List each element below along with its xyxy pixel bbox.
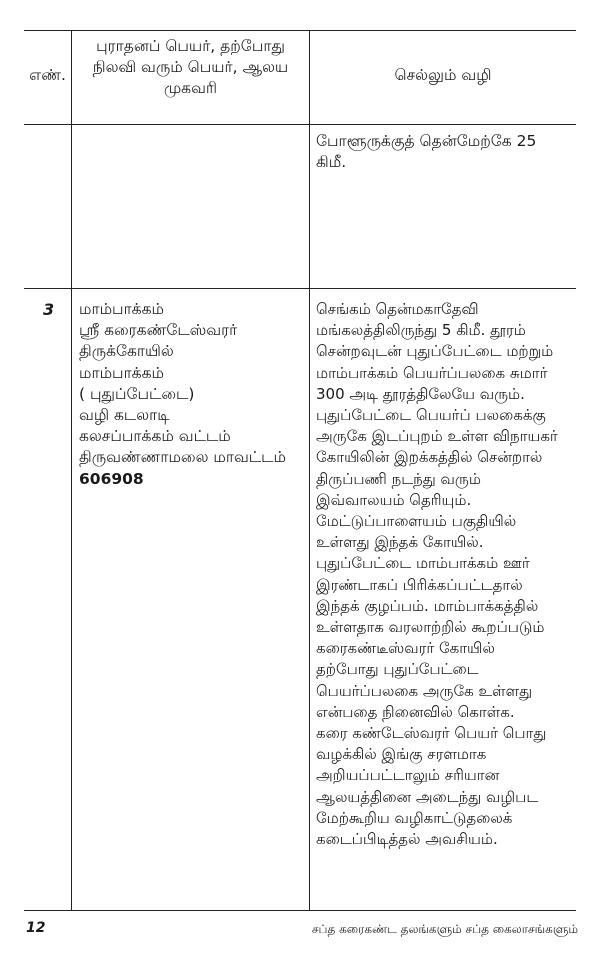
route-line: கோயிலின் இறக்கத்தில் சென்றால் — [316, 448, 543, 467]
route-line: கரை கண்டேஸ்வரர் பெயர் பொது — [316, 724, 547, 743]
route-line: இவ்வாலயம் தெரியும். — [316, 490, 472, 509]
route-line: உள்ளதாக வரலாற்றில் கூறப்படும் — [316, 618, 545, 637]
route-line: புதுப்பேட்டை பெயர்ப் பலகைக்கு — [316, 406, 546, 425]
address-line: வழி கடலாடி — [79, 406, 170, 425]
address-line: மாம்பாக்கம் — [79, 300, 164, 318]
address-line: மாம்பாக்கம் — [79, 363, 164, 382]
route-line: மேட்டுப்பாளையம் பகுதியில் — [316, 512, 517, 531]
book-title: சப்த கரைகண்ட தலங்களும் சப்த கைலாசங்களும் — [311, 922, 578, 936]
route-line: போளூருக்குத் தென்மேற்கே 25 — [316, 132, 537, 150]
route-line: மேற்கூறிய வழிகாட்டுதலைக் — [316, 808, 513, 827]
route-line: மாம்பாக்கம் பெயர்ப்பலகை சுமார் — [316, 363, 548, 382]
route-line: ஆலயத்தினை அடைந்து வழிபட — [316, 787, 539, 806]
address-line: திருவண்ணாமலை மாவட்டம் — [79, 448, 286, 467]
route-line: மங்கலத்திலிருந்து 5 கிமீ. தூரம் — [316, 321, 526, 340]
route-line: 300 அடி தூரத்திலேயே வரும். — [316, 384, 525, 403]
table-bottom-border — [24, 910, 576, 911]
address-line: திருக்கோயில் — [79, 342, 174, 361]
header-name-line: நிலவி வரும் பெயர், ஆலய — [92, 58, 289, 76]
page-number: 12 — [26, 920, 46, 936]
route-line: உள்ளது இந்தக் கோயில். — [316, 533, 484, 552]
column-divider-2 — [309, 30, 310, 910]
header-bottom-border — [24, 124, 576, 125]
route-line: புதுப்பேட்டை மாம்பாக்கம் ஊர் — [316, 554, 530, 573]
route-line: இரண்டாகப் பிரிக்கப்பட்டதால் — [316, 575, 523, 594]
route-line: என்பதை நினைவில் கொள்க. — [316, 702, 515, 721]
row-number: 3 — [43, 300, 55, 319]
header-number: எண். — [29, 66, 66, 84]
route-line: அறியப்பட்டாலும் சரியான — [316, 766, 500, 785]
route-line: கடைப்பிடித்தல் அவசியம். — [316, 830, 498, 849]
address-pincode: 606908 — [79, 469, 144, 488]
route-line: சென்றவுடன் புதுப்பேட்டை மற்றும் — [316, 342, 554, 361]
route-line: கரைகண்டீஸ்வரர் கோயில் — [316, 639, 495, 658]
table-top-border — [24, 30, 576, 31]
route-line: கிமீ. — [316, 153, 347, 172]
header-route: செல்லும் வழி — [394, 66, 492, 84]
header-name-line: முகவரி — [163, 79, 218, 97]
route-line: இந்தக் குழப்பம். மாம்பாக்கத்தில் — [316, 596, 539, 615]
route-description — [316, 299, 558, 850]
address-line: கலசப்பாக்கம் வட்டம் — [79, 427, 231, 446]
route-line: தற்போது புதுப்பேட்டை — [316, 660, 479, 679]
temple-address — [79, 299, 286, 490]
header-name-line: புராதனப் பெயர், தற்போது — [96, 37, 285, 55]
route-line: வழக்கில் இங்கு சரளமாக — [316, 745, 487, 764]
route-line: அருகே இடப்புறம் உள்ள விநாயகர் — [316, 427, 558, 446]
prev-route-text — [316, 131, 536, 173]
header-name-address — [72, 36, 309, 99]
route-line: பெயர்ப்பலகை அருகே உள்ளது — [316, 681, 533, 700]
route-line: திருப்பணி நடந்து வரும் — [316, 469, 481, 488]
address-line: ஸ்ரீ கரைகண்டேஸ்வரர் — [79, 321, 238, 340]
address-line: ( புதுப்பேட்டை) — [79, 384, 195, 403]
column-divider-1 — [71, 30, 72, 910]
row-divider — [24, 288, 576, 289]
route-line: செங்கம் தென்மகாதேவி — [316, 300, 479, 318]
